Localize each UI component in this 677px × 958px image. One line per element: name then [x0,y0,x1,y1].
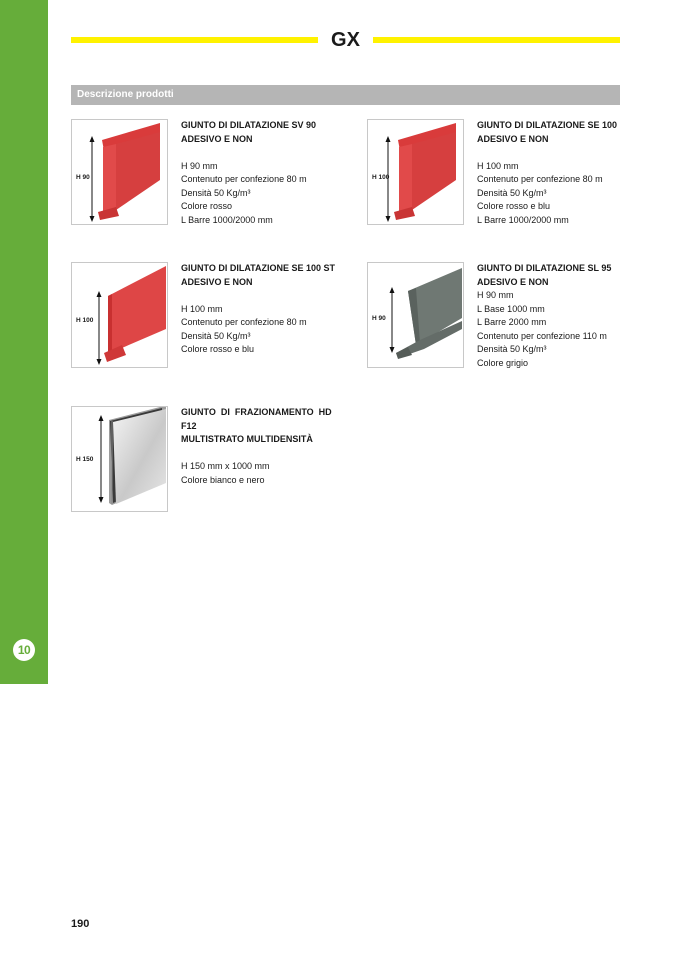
spec-line: Colore rosso e blu [181,344,255,354]
height-label: H 100 [372,174,390,181]
product-title: ADESIVO E NON [477,276,549,287]
height-label: H 150 [76,456,94,463]
spec-line: Colore rosso [181,201,233,211]
spec-line: Contenuto per confezione 80 m [477,174,603,184]
product-description [181,262,341,357]
spec-line: L Barre 1000/2000 mm [181,214,273,225]
product-title: GIUNTO DI DILATAZIONE SE 100 [477,120,618,130]
spec-line: L Barre 1000/2000 mm [477,214,569,225]
header-line-right [373,37,620,43]
product-image [71,406,168,512]
product-description [181,119,341,227]
spec-line: H 100 mm [181,303,223,314]
brand-title: GX [331,29,360,51]
spec-line: Contenuto per confezione 80 m [181,317,307,327]
product-image [71,119,168,225]
spec-line: Densità 50 Kg/m³ [181,187,251,198]
product-title: GIUNTO DI DILATAZIONE SL 95 [477,263,612,273]
spec-line: H 90 mm [477,290,514,300]
red-expansion-joint-image [72,120,168,225]
product-image [367,262,464,368]
product-description [181,406,341,487]
product-image [71,262,168,368]
product-title: GIUNTO DI DILATAZIONE SE 100 ST [181,263,336,273]
header-line-left [71,37,318,43]
product-title: GIUNTO DI FRAZIONAMENTO HD [181,407,332,417]
red-expansion-joint-image [72,263,168,368]
product-title: ADESIVO E NON [181,276,253,287]
height-label: H 100 [76,317,94,324]
spec-line: Densità 50 Kg/m³ [477,344,547,354]
product-title: MULTISTRATO MULTIDENSITÀ [181,434,313,444]
product-description [477,119,637,227]
spec-line: Contenuto per confezione 110 m [477,330,607,341]
product-description [477,262,637,370]
height-label: H 90 [76,174,90,181]
spec-line: Contenuto per confezione 80 m [181,174,307,184]
product-title: ADESIVO E NON [181,133,253,144]
spec-line: Colore rosso e blu [477,201,551,211]
product-image [367,119,464,225]
spec-line: Densità 50 Kg/m³ [181,330,251,341]
section-header: Descrizione prodotti [71,85,620,105]
spec-line: H 150 mm x 1000 mm [181,461,270,471]
spec-line: Colore grigio [477,357,529,368]
height-label: H 90 [372,315,386,322]
spec-line: Colore bianco e nero [181,474,265,485]
spec-line: Densità 50 Kg/m³ [477,187,547,198]
page-number: 190 [71,918,90,930]
red-expansion-joint-image [368,120,464,225]
chapter-number-badge: 10 [13,639,35,661]
chapter-side-bar [0,0,48,684]
product-title: F12 [181,420,197,431]
product-title: ADESIVO E NON [477,133,549,144]
spec-line: L Base 1000 mm [477,303,545,314]
spec-line: H 90 mm [181,160,218,171]
spec-line: L Barre 2000 mm [477,317,547,327]
product-title: GIUNTO DI DILATAZIONE SV 90 [181,120,317,130]
spec-line: H 100 mm [477,160,519,171]
